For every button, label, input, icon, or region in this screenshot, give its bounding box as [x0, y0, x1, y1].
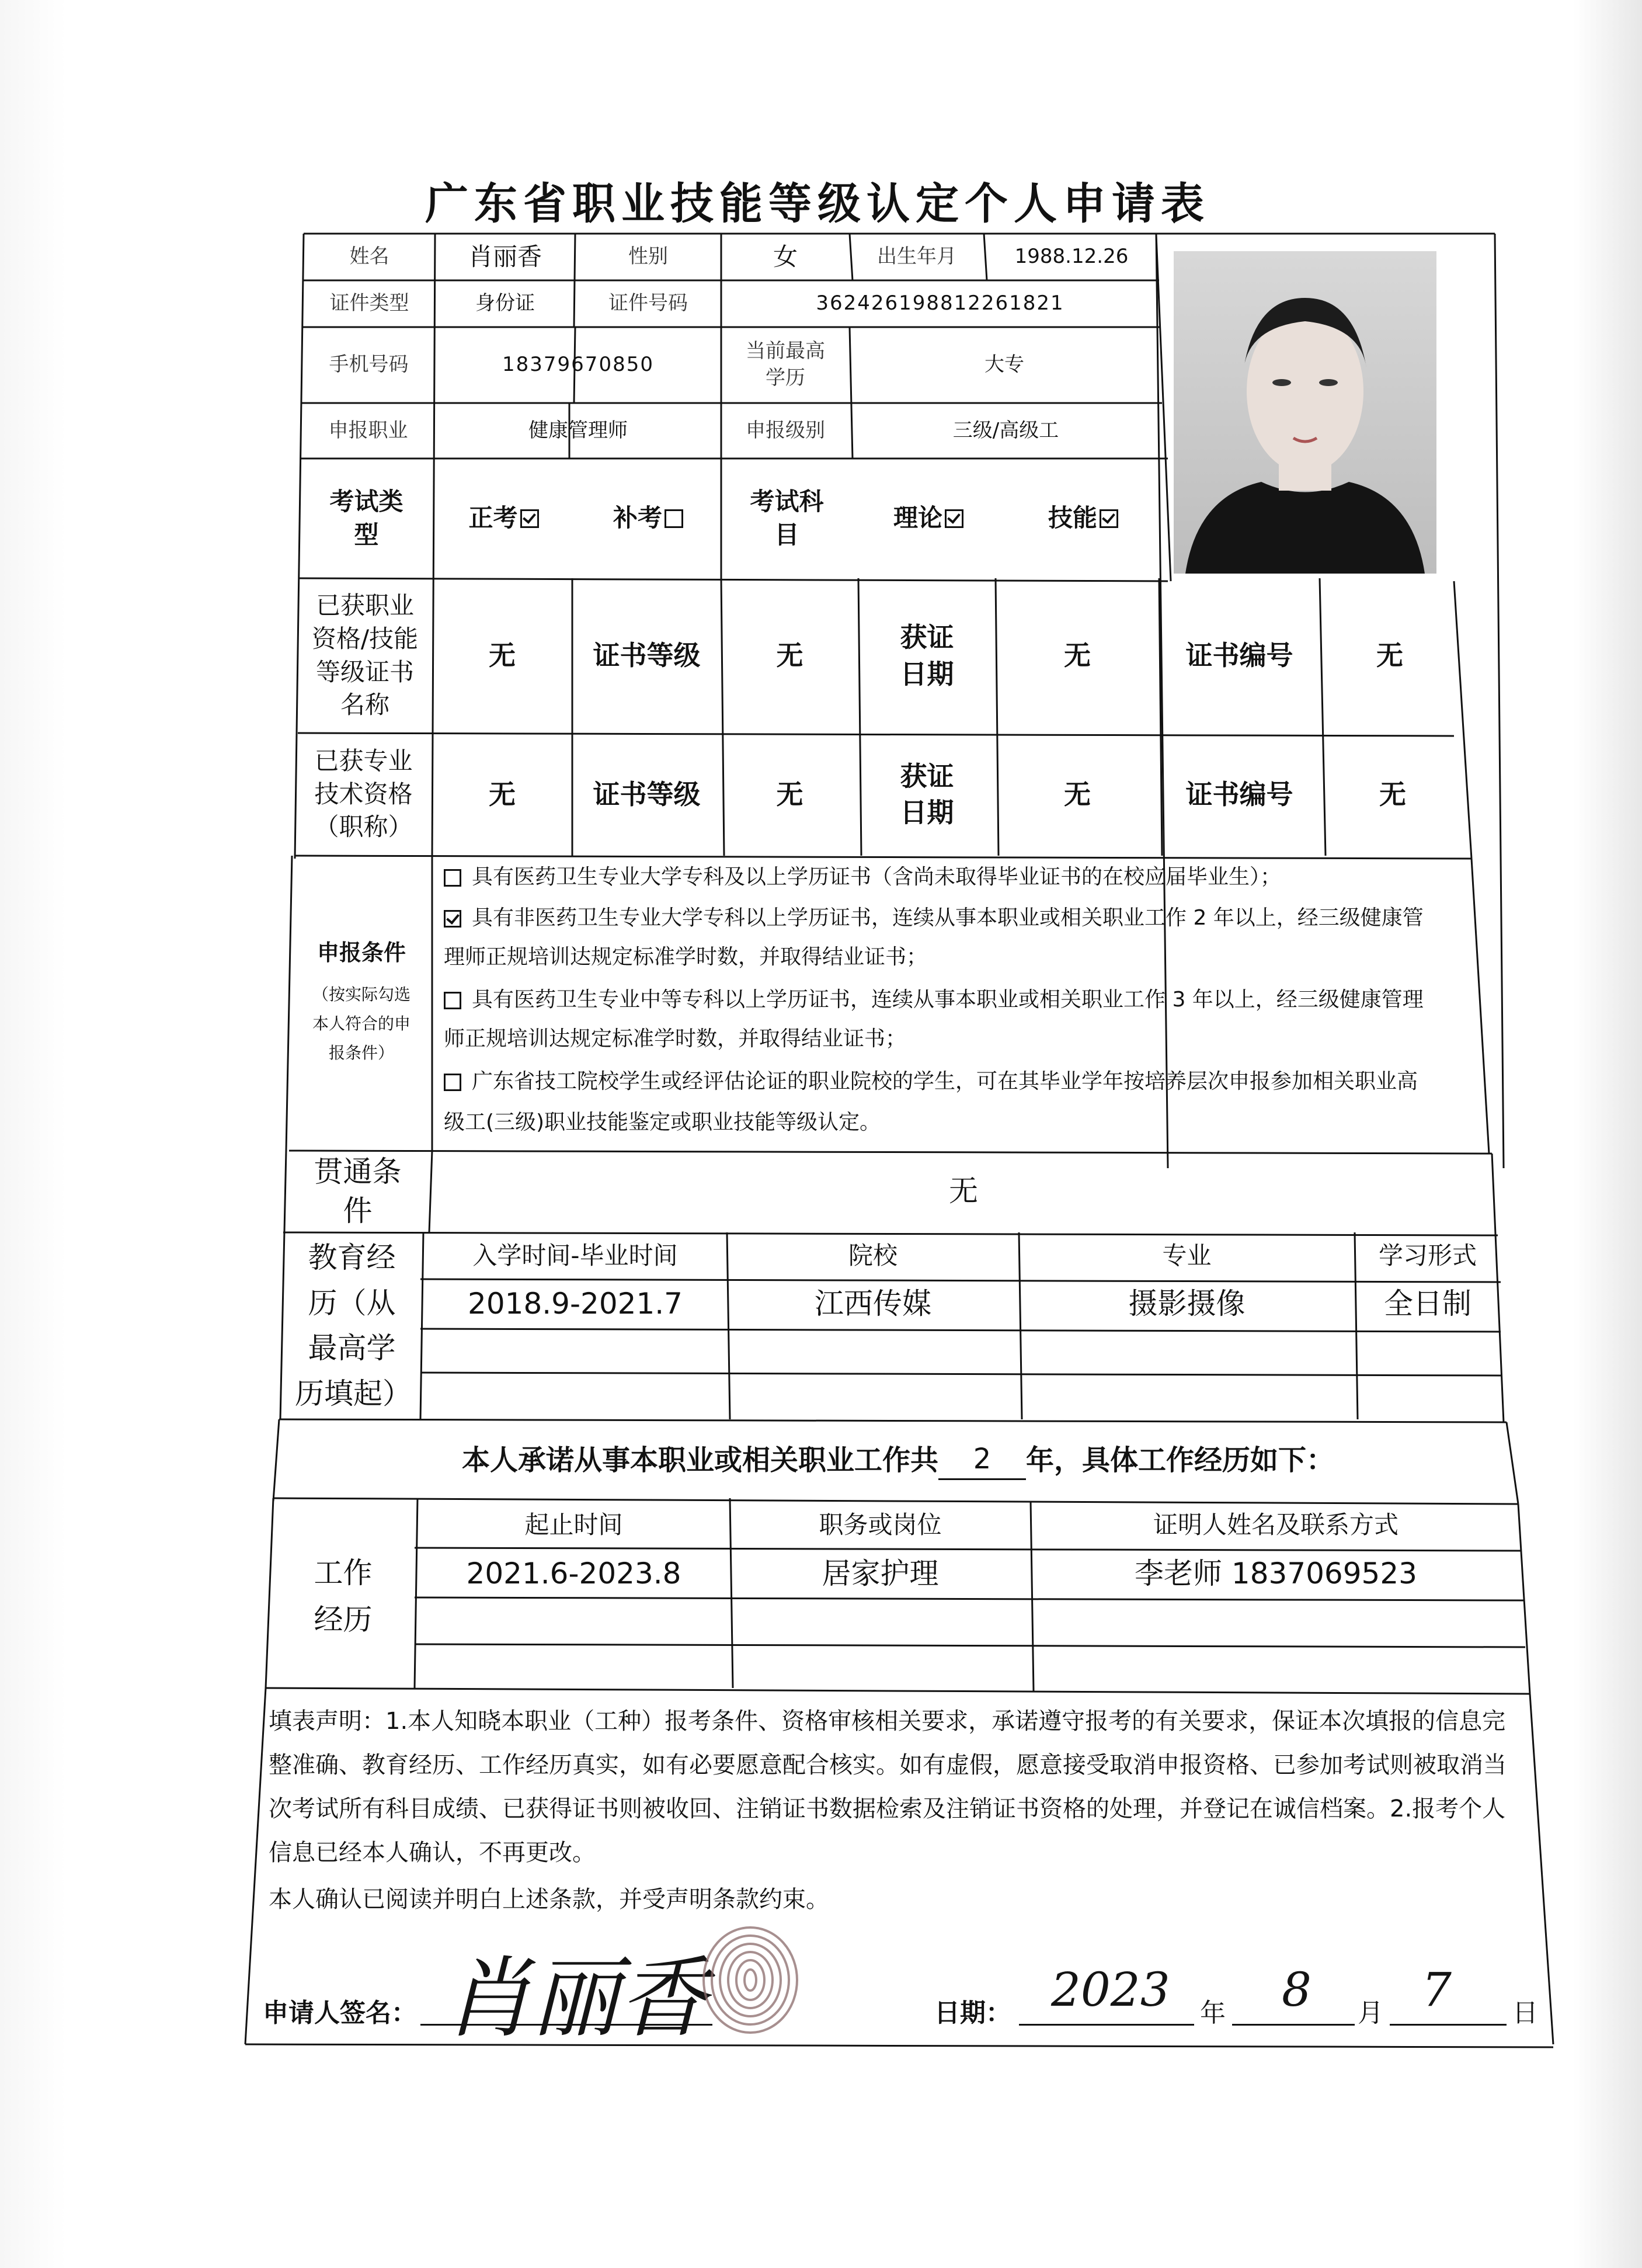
cert2-no[interactable]: 无 — [1379, 778, 1406, 810]
form-title: 广东省职业技能等级认定个人申请表 — [425, 179, 1210, 229]
cert1-grade-label: 证书等级 — [593, 640, 701, 672]
cert2-name[interactable]: 无 — [489, 778, 516, 810]
conditions-label-cell — [291, 856, 432, 1151]
cert2-grade[interactable]: 无 — [776, 778, 803, 810]
name-label: 姓名 — [349, 245, 389, 269]
pledge-prefix: 本人承诺从事本职业或相关职业工作共 — [461, 1443, 938, 1477]
cert2-no-label: 证书编号 — [1185, 778, 1293, 810]
gender-value[interactable]: 女 — [773, 242, 798, 271]
sign-label: 申请人签名： — [263, 1998, 417, 2028]
day-unit: 日 — [1512, 1998, 1538, 2028]
applicant-portrait — [1174, 251, 1436, 574]
date-month[interactable]: 8 — [1282, 1963, 1311, 2017]
edu-row1-major[interactable]: 摄影摄像 — [1128, 1286, 1246, 1321]
edu-value[interactable]: 大专 — [984, 353, 1024, 377]
level-label: 申报级别 — [746, 418, 825, 442]
edu-row1-time[interactable]: 2018.9-2021.7 — [468, 1286, 683, 1321]
work-label: 工作经历 — [314, 1555, 373, 1637]
declaration-confirm: 本人确认已阅读并明白上述条款，并受声明条款约束。 — [269, 1886, 829, 1913]
date-label: 日期： — [934, 1998, 1011, 2028]
exam-subject-label: 考试科目 — [750, 487, 824, 549]
condition-4-line2: 级工(三级)职业技能鉴定或职业技能等级认定。 — [444, 1110, 881, 1134]
edu-header-time: 入学时间-毕业时间 — [472, 1241, 678, 1270]
cert2-date-label: 获证日期 — [900, 760, 954, 828]
condition-4-checkbox[interactable] — [444, 1074, 461, 1091]
declaration-line-4: 信息已经本人确认，不再更改。 — [269, 1839, 596, 1866]
date-year[interactable]: 2023 — [1051, 1963, 1170, 2017]
exam-regular-checkbox[interactable] — [520, 509, 539, 528]
exam-theory-option[interactable] — [853, 459, 1004, 578]
id-type-value[interactable]: 身份证 — [475, 291, 535, 315]
work-header-referee: 证明人姓名及联系方式 — [1153, 1510, 1399, 1539]
year-unit: 年 — [1200, 1998, 1226, 2028]
job-value[interactable]: 健康管理师 — [528, 418, 628, 442]
cert2-date[interactable]: 无 — [1064, 778, 1091, 810]
condition-2-line2: 理师正规培训达规定标准学时数，并取得结业证书； — [444, 945, 928, 969]
exam-theory-checkbox[interactable] — [945, 509, 963, 528]
exam-makeup-text: 补考 — [613, 503, 662, 533]
name-value[interactable]: 肖丽香 — [468, 242, 542, 271]
condition-item-2[interactable] — [444, 902, 1424, 934]
birth-value[interactable]: 1988.12.26 — [1014, 245, 1129, 269]
edu-header-school: 院校 — [848, 1241, 897, 1270]
work-header-period: 起止时间 — [524, 1510, 623, 1539]
cert1-no[interactable]: 无 — [1376, 640, 1403, 672]
exam-theory-text: 理论 — [893, 503, 942, 533]
exam-type-label: 考试类型 — [329, 487, 403, 549]
year-line — [1019, 2024, 1194, 2026]
edu-label: 当前最高学历 — [746, 339, 825, 390]
exam-regular-option[interactable] — [432, 459, 575, 578]
cert1-date[interactable]: 无 — [1064, 640, 1091, 672]
cert2-label: 已获专业技术资格（职称） — [314, 746, 413, 842]
date-day[interactable]: 7 — [1422, 1963, 1452, 2017]
condition-item-1[interactable] — [444, 862, 1281, 893]
phone-label: 手机号码 — [329, 353, 409, 377]
work-row1-position[interactable]: 居家护理 — [822, 1556, 939, 1590]
month-line — [1232, 2024, 1355, 2026]
day-line — [1390, 2024, 1507, 2026]
pledge-suffix: 年，具体工作经历如下： — [1026, 1443, 1335, 1477]
edu-row1-mode[interactable]: 全日制 — [1384, 1286, 1471, 1321]
work-header-position: 职务或岗位 — [819, 1510, 942, 1539]
exam-makeup-option[interactable] — [575, 459, 721, 578]
condition-1-text: 具有医药卫生专业大学专科及以上学历证书（含尚未取得毕业证书的在校应届毕业生）； — [472, 865, 1282, 889]
cert1-no-label: 证书编号 — [1185, 640, 1293, 672]
id-no-label: 证件号码 — [608, 291, 688, 315]
job-label: 申报职业 — [328, 418, 408, 442]
conditions-label: 申报条件 — [316, 940, 406, 966]
through-label: 贯通条件 — [314, 1154, 402, 1228]
gender-label: 性别 — [628, 245, 668, 269]
work-row1-referee[interactable]: 李老师 1837069523 — [1134, 1556, 1417, 1590]
edu-row1-school[interactable]: 江西传媒 — [815, 1286, 931, 1321]
condition-3-checkbox[interactable] — [444, 992, 461, 1009]
cert1-name[interactable]: 无 — [489, 640, 516, 672]
exam-skill-checkbox[interactable] — [1100, 509, 1118, 528]
pledge-years[interactable]: 2 — [938, 1440, 1026, 1480]
edu-header-major: 专业 — [1162, 1241, 1212, 1270]
condition-item-4[interactable] — [444, 1066, 1418, 1097]
cert1-date-label: 获证日期 — [900, 621, 954, 690]
id-no-value[interactable]: 362426198812261821 — [816, 291, 1064, 315]
fingerprint-mark — [692, 1922, 809, 2038]
declaration-line-1: 填表声明：1.本人知晓本职业（工种）报考条件、资格审核相关要求，承诺遵守报考的有关要求，保证本次填报的信息完 — [269, 1708, 1506, 1735]
conditions-sub-label: （按实际勾选本人符合的申报条件） — [312, 984, 410, 1063]
edu-header-mode: 学习形式 — [1378, 1241, 1477, 1270]
condition-item-3[interactable] — [444, 984, 1424, 1016]
phone-value[interactable]: 18379670850 — [502, 353, 654, 377]
condition-4-text: 广东省技工院校学生或经评估论证的职业院校的学生，可在其毕业学年按培养层次申报参加相关职业高 — [472, 1069, 1418, 1093]
applicant-signature[interactable]: 肖丽香 — [444, 1948, 707, 2050]
cert1-grade[interactable]: 无 — [776, 640, 803, 672]
cert2-grade-label: 证书等级 — [593, 778, 701, 810]
condition-3-text: 具有医药卫生专业中等专科以上学历证书，连续从事本职业或相关职业工作 3 年以上，经三级健康管理 — [472, 988, 1424, 1012]
exam-skill-option[interactable] — [1004, 459, 1162, 578]
id-type-label: 证件类型 — [329, 291, 409, 315]
work-pledge — [279, 1419, 1517, 1501]
declaration-line-3: 次考试所有科目成绩、已获得证书则被收回、注销证书数据检索及注销证书资格的处理，并登记在诚信档案。2.报考个人 — [269, 1795, 1506, 1822]
education-label: 教育经历（从最高学历填起） — [295, 1241, 412, 1411]
birth-label: 出生年月 — [877, 245, 956, 269]
declaration-line-2: 整准确、教育经历、工作经历真实，如有必要愿意配合核实。如有虚假，愿意接受取消申报资格、已参加考试则被取消当 — [269, 1752, 1507, 1779]
month-unit: 月 — [1358, 1998, 1383, 2028]
condition-3-line2: 师正规培训达规定标准学时数，并取得结业证书； — [444, 1027, 907, 1051]
condition-2-checkbox[interactable] — [444, 910, 461, 928]
exam-makeup-checkbox[interactable] — [665, 509, 683, 528]
exam-skill-text: 技能 — [1048, 503, 1097, 533]
work-row1-period[interactable]: 2021.6-2023.8 — [466, 1556, 681, 1590]
through-value[interactable]: 无 — [949, 1174, 978, 1208]
condition-1-checkbox[interactable] — [444, 869, 461, 887]
level-value[interactable]: 三级/高级工 — [952, 418, 1059, 442]
exam-regular-text: 正考 — [468, 503, 518, 533]
cert1-label: 已获职业资格/技能等级证书名称 — [311, 591, 419, 720]
condition-2-text: 具有非医药卫生专业大学专科以上学历证书，连续从事本职业或相关职业工作 2 年以上，经三级健康管 — [472, 906, 1424, 930]
